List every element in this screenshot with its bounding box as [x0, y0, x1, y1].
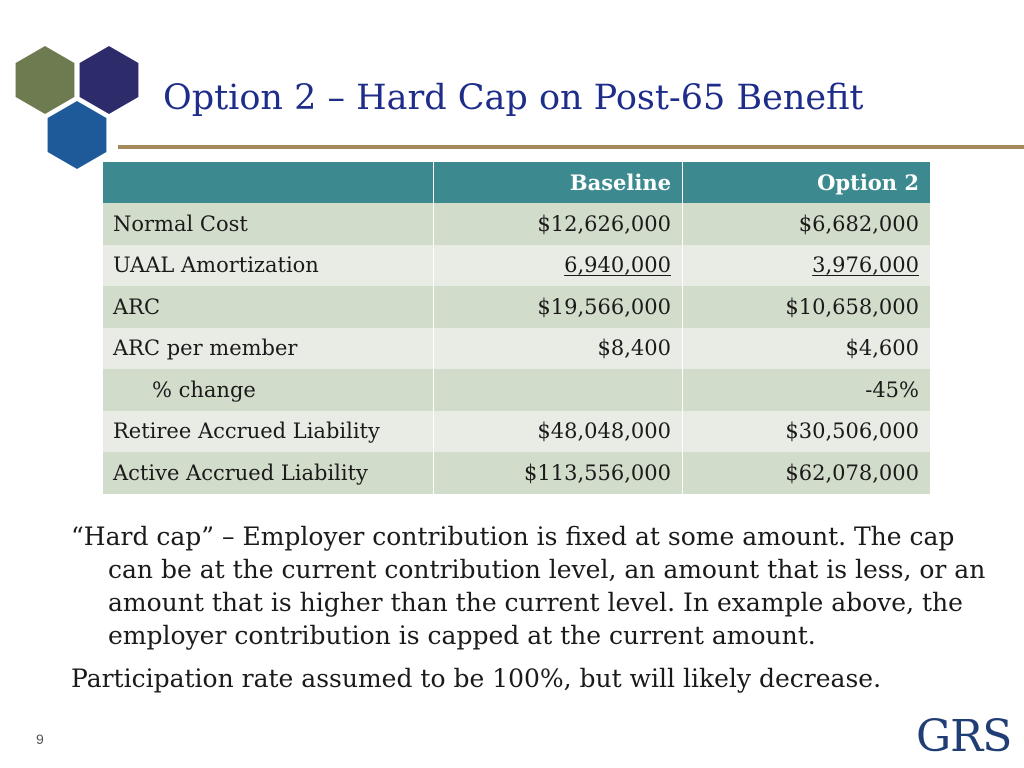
title-divider — [118, 145, 1024, 149]
row-label: ARC — [113, 294, 161, 319]
row-label: % change — [152, 377, 256, 402]
option-2-value: $30,506,000 — [682, 411, 930, 453]
baseline-value: $8,400 — [433, 328, 682, 370]
baseline-value: $48,048,000 — [433, 411, 682, 453]
navy-hexagon — [80, 46, 139, 114]
header-baseline: Baseline — [433, 162, 682, 203]
table-row — [103, 286, 930, 328]
table-row — [103, 369, 930, 411]
baseline-value — [433, 369, 682, 411]
table-row — [103, 411, 930, 453]
row-label: UAAL Amortization — [113, 253, 319, 278]
table-row — [103, 452, 930, 494]
option-2-value: $4,600 — [682, 328, 930, 370]
row-label: Normal Cost — [113, 211, 248, 236]
page-number: 9 — [36, 731, 44, 747]
option-2-value: $10,658,000 — [682, 286, 930, 328]
note-participation-rate: Participation rate assumed to be 100%, but will likely decrease. — [71, 664, 882, 693]
option-2-value: -45% — [682, 369, 930, 411]
row-label: ARC per member — [113, 336, 298, 361]
hexagon-logo-icon — [0, 0, 160, 180]
comparison-table — [103, 162, 930, 494]
table-row — [103, 245, 930, 287]
note-hard-cap: “Hard cap” – Employer contribution is fixed at some amount. The cap can be at the current contribution level, an amount that is less, or an amount that is higher than the current level. In example above, the employer contribution is capped at the current amount. — [71, 522, 986, 650]
header-option-2: Option 2 — [682, 162, 930, 203]
row-label: Active Accrued Liability — [113, 460, 368, 485]
baseline-value: $12,626,000 — [433, 203, 682, 245]
notes — [71, 520, 995, 695]
row-label: Retiree Accrued Liability — [113, 419, 380, 444]
olive-hexagon — [16, 46, 75, 114]
option-2-value: $6,682,000 — [682, 203, 930, 245]
blue-hexagon — [48, 101, 107, 169]
table-row — [103, 328, 930, 370]
table-header-row — [103, 162, 930, 203]
baseline-value: 6,940,000 — [433, 245, 682, 287]
option-2-value: $62,078,000 — [682, 452, 930, 494]
table-row — [103, 203, 930, 245]
slide-title: Option 2 – Hard Cap on Post-65 Benefit — [163, 78, 864, 118]
header-label-cell — [103, 162, 433, 203]
option-2-value: 3,976,000 — [682, 245, 930, 287]
baseline-value: $19,566,000 — [433, 286, 682, 328]
grs-logo: GRS — [916, 711, 1012, 762]
baseline-value: $113,556,000 — [433, 452, 682, 494]
